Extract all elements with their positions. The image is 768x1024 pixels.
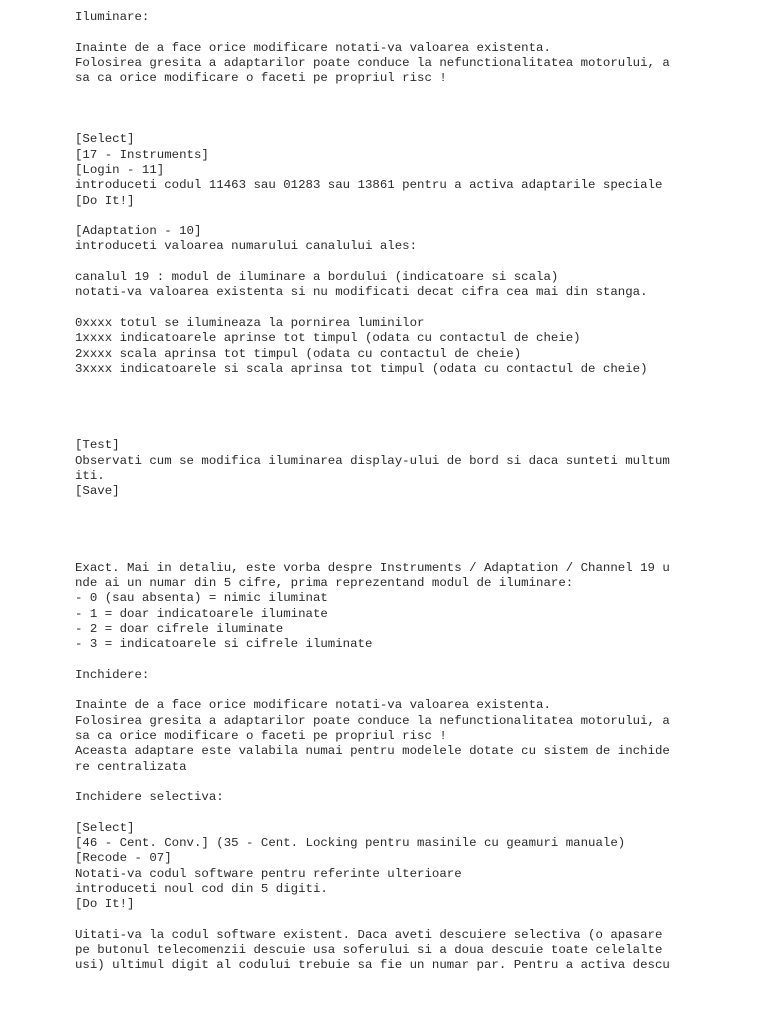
blank-line	[75, 423, 755, 438]
blank-line	[75, 102, 755, 117]
text-line: Notati-va codul software pentru referinte ulterioare	[75, 866, 462, 881]
text-line: [Login - 11]	[75, 162, 165, 177]
text-line: Inchidere:	[75, 667, 150, 682]
text-line: Folosirea gresita a adaptarilor poate conduce la nefunctionalitatea motorului, a	[75, 55, 670, 70]
text-line: sa ca orice modificare o faceti pe propriul risc !	[75, 728, 447, 743]
text-line: Inchidere selectiva:	[75, 790, 224, 805]
text-line: Iluminare:	[75, 10, 150, 24]
text-line: Observati cum se modifica iluminarea display-ului de bord si daca sunteti multum	[75, 453, 670, 468]
blank-line	[75, 530, 755, 545]
blank-line	[75, 209, 755, 224]
text-line: [Recode - 07]	[75, 851, 172, 866]
blank-line	[75, 652, 755, 667]
blank-line	[75, 25, 755, 40]
text-line: introduceti valoarea numarului canalului ales:	[75, 239, 418, 254]
text-line: Uitati-va la codul software existent. Daca aveti descuiere selectiva (o apasare	[75, 927, 663, 942]
text-line: introduceti codul 11463 sau 01283 sau 13861 pentru a activa adaptarile speciale	[75, 178, 663, 193]
blank-line	[75, 377, 755, 392]
text-line: pe butonul telecomenzii descuie usa soferului si a doua descuie toate celelalte	[75, 943, 663, 958]
text-line: usi) ultimul digit al codului trebuie sa fie un numar par. Pentru a activa descu	[75, 958, 670, 973]
text-line: [Save]	[75, 484, 120, 499]
blank-line	[75, 913, 755, 928]
blank-line	[75, 301, 755, 316]
blank-line	[75, 117, 755, 132]
blank-line	[75, 515, 755, 530]
text-line: [17 - Instruments]	[75, 147, 209, 162]
text-line: introduceti noul cod din 5 digiti.	[75, 881, 328, 896]
text-line: - 3 = indicatoarele si cifrele iluminate	[75, 637, 373, 652]
text-line: 1xxxx indicatoarele aprinse tot timpul (odata cu contactul de cheie)	[75, 331, 581, 346]
blank-line	[75, 545, 755, 560]
text-line: [46 - Cent. Conv.] (35 - Cent. Locking pentru masinile cu geamuri manuale)	[75, 836, 626, 851]
text-line: Inainte de a face orice modificare notati-va valoarea existenta.	[75, 40, 551, 55]
text-line: [Select]	[75, 132, 135, 147]
text-line: nde ai un numar din 5 cifre, prima reprezentand modul de iluminare:	[75, 575, 574, 590]
text-line: 3xxxx indicatoarele si scala aprinsa tot timpul (odata cu contactul de cheie)	[75, 361, 648, 376]
blank-line	[75, 86, 755, 101]
blank-line	[75, 683, 755, 698]
text-line: sa ca orice modificare o faceti pe propriul risc !	[75, 71, 447, 86]
text-line: iti.	[75, 468, 105, 483]
text-line: notati-va valoarea existenta si nu modificati decat cifra cea mai din stanga.	[75, 285, 648, 300]
text-line: Folosirea gresita a adaptarilor poate conduce la nefunctionalitatea motorului, a	[75, 713, 670, 728]
text-line: [Select]	[75, 820, 135, 835]
text-line: [Adaptation - 10]	[75, 224, 202, 239]
text-line: - 0 (sau absenta) = nimic iluminat	[75, 591, 328, 606]
text-line: canalul 19 : modul de iluminare a bordului (indicatoare si scala)	[75, 270, 559, 285]
text-line: Inainte de a face orice modificare notati-va valoarea existenta.	[75, 698, 551, 713]
text-line: - 2 = doar cifrele iluminate	[75, 621, 284, 636]
text-line: 2xxxx scala aprinsa tot timpul (odata cu contactul de cheie)	[75, 346, 522, 361]
blank-line	[75, 500, 755, 515]
text-line: 0xxxx totul se ilumineaza la pornirea luminilor	[75, 315, 425, 330]
text-line: [Do It!]	[75, 193, 135, 208]
blank-line	[75, 392, 755, 407]
text-line: Exact. Mai in detaliu, este vorba despre Instruments / Adaptation / Channel 19 u	[75, 560, 670, 575]
document-page	[75, 10, 755, 974]
text-line: Aceasta adaptare este valabila numai pentru modelele dotate cu sistem de inchide	[75, 744, 670, 759]
blank-line	[75, 255, 755, 270]
text-line: - 1 = doar indicatoarele iluminate	[75, 606, 328, 621]
text-line: [Do It!]	[75, 897, 135, 912]
blank-line	[75, 408, 755, 423]
blank-line	[75, 775, 755, 790]
text-line: [Test]	[75, 438, 120, 453]
text-line: re centralizata	[75, 759, 187, 774]
blank-line	[75, 805, 755, 820]
